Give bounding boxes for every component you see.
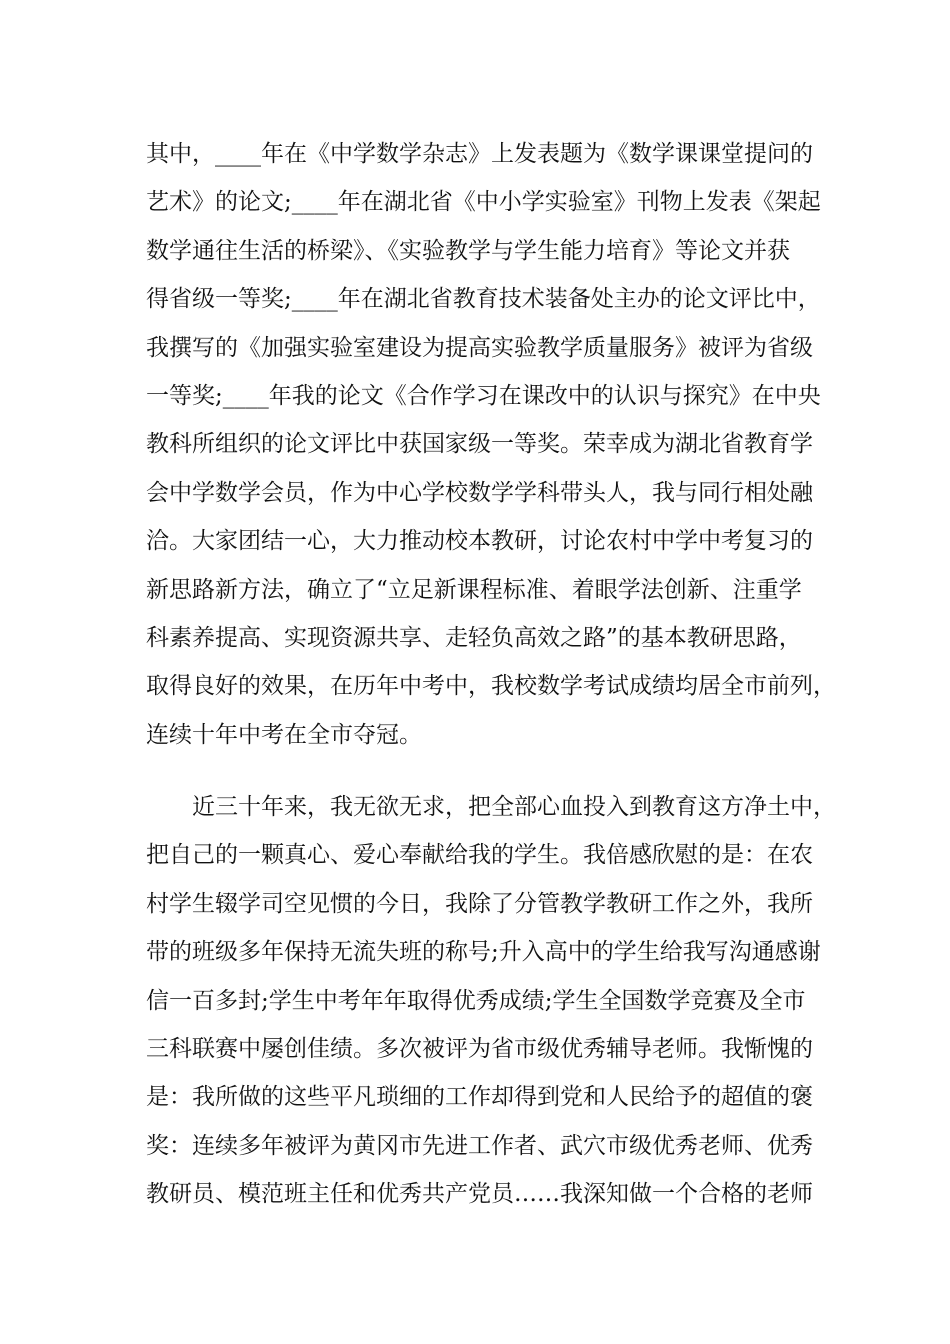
text-line: 一等奖;____年我的论文《合作学习在课改中的认识与探究》在中央	[146, 382, 821, 409]
text-line: 科素养提高、实现资源共享、走轻负高效之路”的基本教研思路，	[146, 624, 802, 651]
text-line: 会中学数学会员，作为中心学校数学学科带头人，我与同行相处融	[146, 479, 813, 506]
text-line: 教研员、模范班主任和优秀共产党员……我深知做一个合格的老师	[146, 1181, 813, 1208]
text-line: 取得良好的效果，在历年中考中，我校数学考试成绩均居全市前列，	[146, 673, 836, 700]
text-line: 洽。大家团结一心，大力推动校本教研，讨论农村中学中考复习的	[146, 528, 813, 555]
text-line: 奖：连续多年被评为黄冈市先进工作者、武穴市级优秀老师、优秀	[146, 1132, 813, 1159]
text-line: 近三十年来，我无欲无求，把全部心血投入到教育这方净土中，	[192, 794, 836, 821]
text-line: 把自己的一颗真心、爱心奉献给我的学生。我倍感欣慰的是：在农	[146, 842, 813, 869]
text-line: 教科所组织的论文评比中获国家级一等奖。荣幸成为湖北省教育学	[146, 431, 813, 458]
text-line: 村学生辍学司空见惯的今日，我除了分管教学教研工作之外，我所	[146, 890, 813, 917]
text-line: 信一百多封;学生中考年年取得优秀成绩;学生全国数学竞赛及全市	[146, 987, 806, 1014]
text-line: 连续十年中考在全市夺冠。	[146, 721, 422, 748]
paragraph-2	[146, 783, 836, 1219]
text-line: 得省级一等奖;____年在湖北省教育技术装备处主办的论文评比中，	[146, 286, 821, 313]
text-line: 我撰写的《加强实验室建设为提高实验教学质量服务》被评为省级	[146, 334, 813, 361]
text-line: 新思路新方法，确立了“立足新课程标准、着眼学法创新、注重学	[146, 576, 802, 603]
text-line: 三科联赛中屡创佳绩。多次被评为省市级优秀辅导老师。我惭愧的	[146, 1036, 813, 1063]
text-line: 艺术》的论文;____年在湖北省《中小学实验室》刊物上发表《架起	[146, 189, 821, 216]
document-body	[146, 130, 836, 1219]
text-line: 其中，____年在《中学数学杂志》上发表题为《数学课课堂提问的	[146, 141, 813, 167]
paragraph-1	[146, 130, 836, 759]
text-line: 数学通往生活的桥梁》、《实验教学与学生能力培育》等论文并获	[146, 237, 790, 264]
text-line: 带的班级多年保持无流失班的称号;升入高中的学生给我写沟通感谢	[146, 939, 821, 966]
paragraph-spacer	[146, 759, 826, 783]
text-line: 是：我所做的这些平凡琐细的工作却得到党和人民给予的超值的褒	[146, 1084, 813, 1111]
